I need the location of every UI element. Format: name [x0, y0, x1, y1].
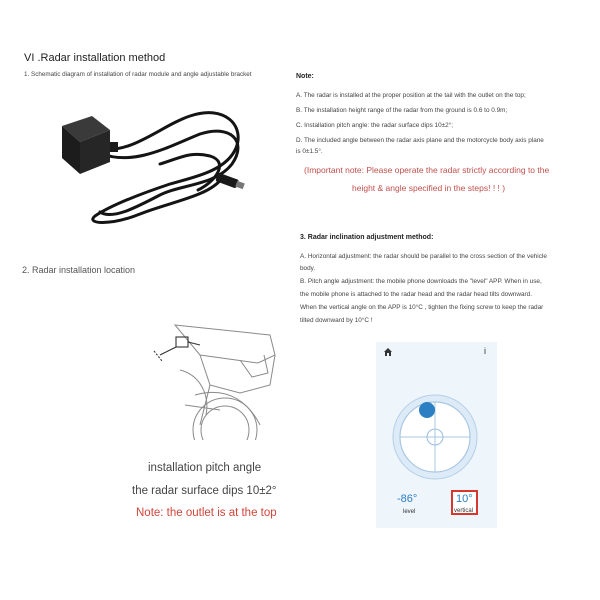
note-title: Note: — [296, 73, 314, 80]
step3-line: When the vertical angle on the APP is 10°C , tighten the fixing screw to keep the radar — [300, 304, 544, 311]
note-line: B. The installation height range of the radar from the ground is 0.6 to 0.9m; — [296, 107, 508, 114]
vertical-value: 10° — [456, 493, 473, 505]
radar-cable-photo — [40, 86, 256, 234]
caption-outlet-note: Note: the outlet is at the top — [136, 507, 277, 519]
note-line: A. The radar is installed at the proper position at the tail with the outlet on the top; — [296, 92, 526, 99]
vertical-label: vertical — [454, 508, 474, 514]
level-value: -86° — [397, 493, 418, 505]
caption-surface-dips: the radar surface dips 10±2° — [132, 485, 277, 497]
step3-line: body. — [300, 265, 316, 272]
subheading-bracket-diagram: 1. Schematic diagram of installation of radar module and angle adjustable bracket — [24, 71, 252, 78]
motorcycle-mounting-diagram — [140, 315, 290, 440]
step3-title: 3. Radar inclination adjustment method: — [300, 234, 434, 241]
info-icon[interactable]: i — [484, 346, 486, 356]
step3-line: the mobile phone is attached to the radar head and the radar head tilts downward. — [300, 291, 532, 298]
note-line: is 0±1.5°. — [296, 148, 323, 155]
step3-line: A. Horizontal adjustment: the radar should be parallel to the cross section of the vehicle — [300, 253, 547, 260]
note-line: D. The included angle between the radar axis plane and the motorcycle body axis plane — [296, 137, 544, 144]
important-note-line-1: (Important note: Please operate the radar strictly according to the — [304, 165, 550, 175]
home-icon[interactable] — [383, 347, 393, 357]
important-note-line-2: height & angle specified in the steps! ! ! ) — [352, 183, 506, 193]
level-label: level — [403, 509, 416, 515]
section-heading: VI .Radar installation method — [24, 52, 166, 64]
bubble-level-icon — [392, 394, 478, 480]
step3-line: B. Pitch angle adjustment: the mobile phone downloads the "level" APP. When in use, — [300, 278, 542, 285]
caption-pitch-angle: installation pitch angle — [148, 462, 262, 474]
note-line: C. Installation pitch angle: the radar surface dips 10±2°; — [296, 122, 454, 129]
step3-line: tilted downward by 10°C ! — [300, 317, 373, 324]
subheading-install-location: 2. Radar installation location — [22, 265, 136, 275]
